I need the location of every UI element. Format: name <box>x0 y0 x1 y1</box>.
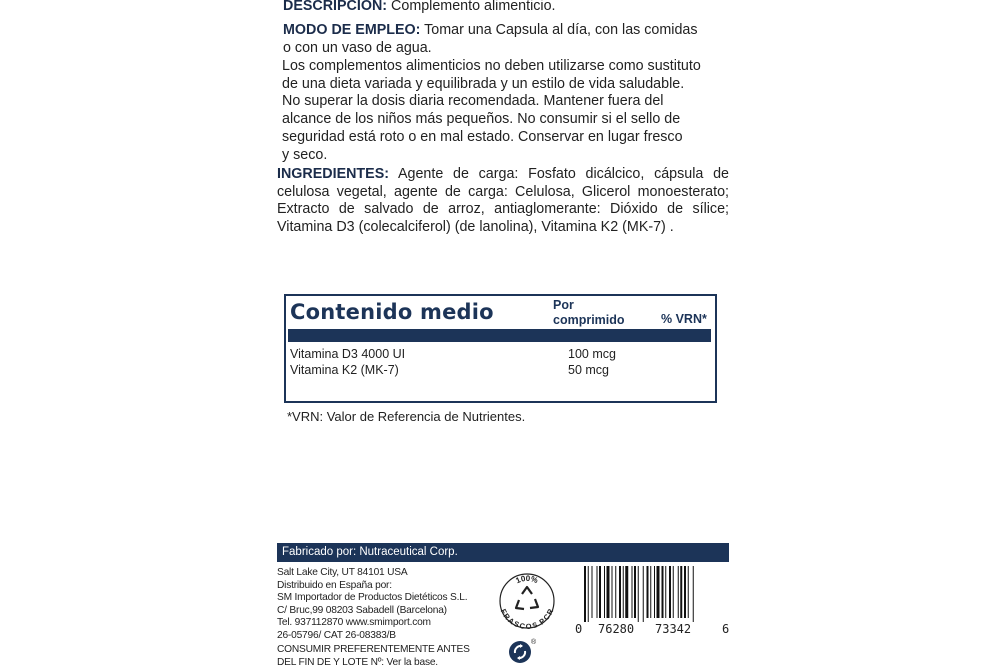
best-before-line: DEL FIN DE Y LOTE Nº: Ver la base. <box>277 656 438 668</box>
manufacturer-bar: Fabricado por: Nutraceutical Corp. <box>277 543 729 562</box>
barcode-digit-last: 6 <box>722 622 730 636</box>
modo-empleo-line1: Tomar una Capsula al día, con las comidas <box>424 22 698 38</box>
ingredients-text: Agente de carga: Fosfato dicálcico, cápsula de celulosa vegetal, agente de carga: Celulosa, Glicerol monoesterato; Extracto de salvado de arroz, antiaglomerante: Dióxido de sílice; Vitamina D3 (colecalciferol) (de lanolina), Vitamina K2 (MK-7) . <box>277 166 729 236</box>
ingredients-section <box>277 166 729 237</box>
address-line: SM Importador de Productos Dietéticos S.L. <box>277 592 468 604</box>
barcode-bar <box>673 566 674 618</box>
warning-section <box>282 58 722 164</box>
recycle-badge-bottom-text: FRASCOS PCR <box>498 607 556 630</box>
barcode-bar <box>680 566 682 618</box>
nutrition-col-per-line1: Por <box>553 298 574 312</box>
barcode-bar <box>623 566 624 618</box>
barcode-bar <box>604 566 605 618</box>
barcode-bar <box>693 566 694 622</box>
barcode-bar <box>632 566 633 618</box>
barcode-bar <box>669 566 671 618</box>
barcode-bar <box>638 566 639 622</box>
nutrition-row-name: Vitamina D3 4000 UI <box>290 347 406 361</box>
warning-line: de una dieta variada y equilibrada y un estilo de vida saludable. <box>282 75 685 92</box>
barcode-digit-first: 0 <box>575 622 583 636</box>
ingredients-label: INGREDIENTES: <box>277 166 390 182</box>
nutrition-row-name: Vitamina K2 (MK-7) <box>290 363 399 377</box>
recycle-badge-top-text: 100% <box>514 573 540 586</box>
warning-line: No superar la dosis diaria recomendada. Mantener fuera del <box>282 93 664 110</box>
modo-empleo-line2: o con un vaso de agua. <box>283 39 432 56</box>
warning-line: seguridad está roto o en mal estado. Conservar en lugar fresco <box>282 128 683 145</box>
barcode-bar <box>654 566 655 618</box>
barcode-bar <box>607 566 610 618</box>
vrn-footnote: *VRN: Valor de Referencia de Nutrientes. <box>287 409 526 424</box>
barcode-bar <box>688 566 689 618</box>
barcode-bar <box>678 566 679 618</box>
barcode <box>583 566 729 622</box>
registered-mark: ® <box>531 639 537 646</box>
warning-line: alcance de los niños más pequeños. No consumir si el sello de <box>282 111 681 128</box>
svg-text:100% <box>514 574 539 585</box>
barcode-bar <box>684 566 686 618</box>
barcode-bar <box>625 566 628 618</box>
barcode-bar <box>615 566 616 618</box>
barcode-group-1: 76280 <box>598 622 635 636</box>
barcode-bar <box>665 566 666 618</box>
nutrition-table-title: Contenido medio <box>290 300 494 324</box>
barcode-bar <box>634 566 636 618</box>
svg-text:FRASCOS PCR <box>499 607 556 630</box>
barcode-group-2: 73342 <box>655 622 692 636</box>
warning-line: Los complementos alimenticios no deben utilizarse como sustituto <box>282 58 701 74</box>
nutrition-row-amount: 50 mcg <box>568 363 609 377</box>
nutrition-col-vrn: % VRN* <box>661 312 707 326</box>
barcode-bar <box>662 566 664 618</box>
descripcion-text: Complemento alimenticio. <box>391 0 556 14</box>
address-line: Tel. 937112870 www.smimport.com <box>277 617 431 629</box>
best-before-line: CONSUMIR PREFERENTEMENTE ANTES <box>277 644 470 655</box>
address-line: Distribuido en España por: <box>277 579 392 591</box>
descripcion-section <box>283 0 743 16</box>
warning-line: y seco. <box>282 146 328 163</box>
barcode-bar <box>597 566 598 618</box>
nutrition-header-bar <box>288 329 711 342</box>
recycle-icon <box>498 572 556 630</box>
nutrition-col-per-unit <box>553 298 625 328</box>
nutrition-row-amount: 100 mcg <box>568 347 616 361</box>
barcode-bar <box>650 566 651 618</box>
barcode-bar <box>647 566 649 618</box>
barcode-bar <box>612 566 613 618</box>
address-line: C/ Bruc,99 08203 Sabadell (Barcelona) <box>277 604 447 616</box>
barcode-bar <box>619 566 621 618</box>
modo-empleo-label: MODO DE EMPLEO: <box>283 22 421 38</box>
distributor-address <box>277 567 467 643</box>
descripcion-label: DESCRIPCION: <box>283 0 388 14</box>
nutrition-table <box>284 294 717 403</box>
barcode-bar <box>592 566 593 618</box>
barcode-bar <box>588 566 589 622</box>
barcode-bar <box>584 566 586 622</box>
modo-empleo-section <box>283 22 743 57</box>
best-before-note <box>277 644 470 669</box>
recycle-arrows-icon <box>507 636 537 666</box>
nutrition-col-per-line2: comprimido <box>553 313 625 327</box>
barcode-bar <box>657 566 660 618</box>
barcode-bar <box>643 566 644 622</box>
address-line: Salt Lake City, UT 84101 USA <box>277 567 408 578</box>
barcode-bar <box>599 566 601 618</box>
address-line: 26-05796/ CAT 26-08383/B <box>277 629 396 641</box>
